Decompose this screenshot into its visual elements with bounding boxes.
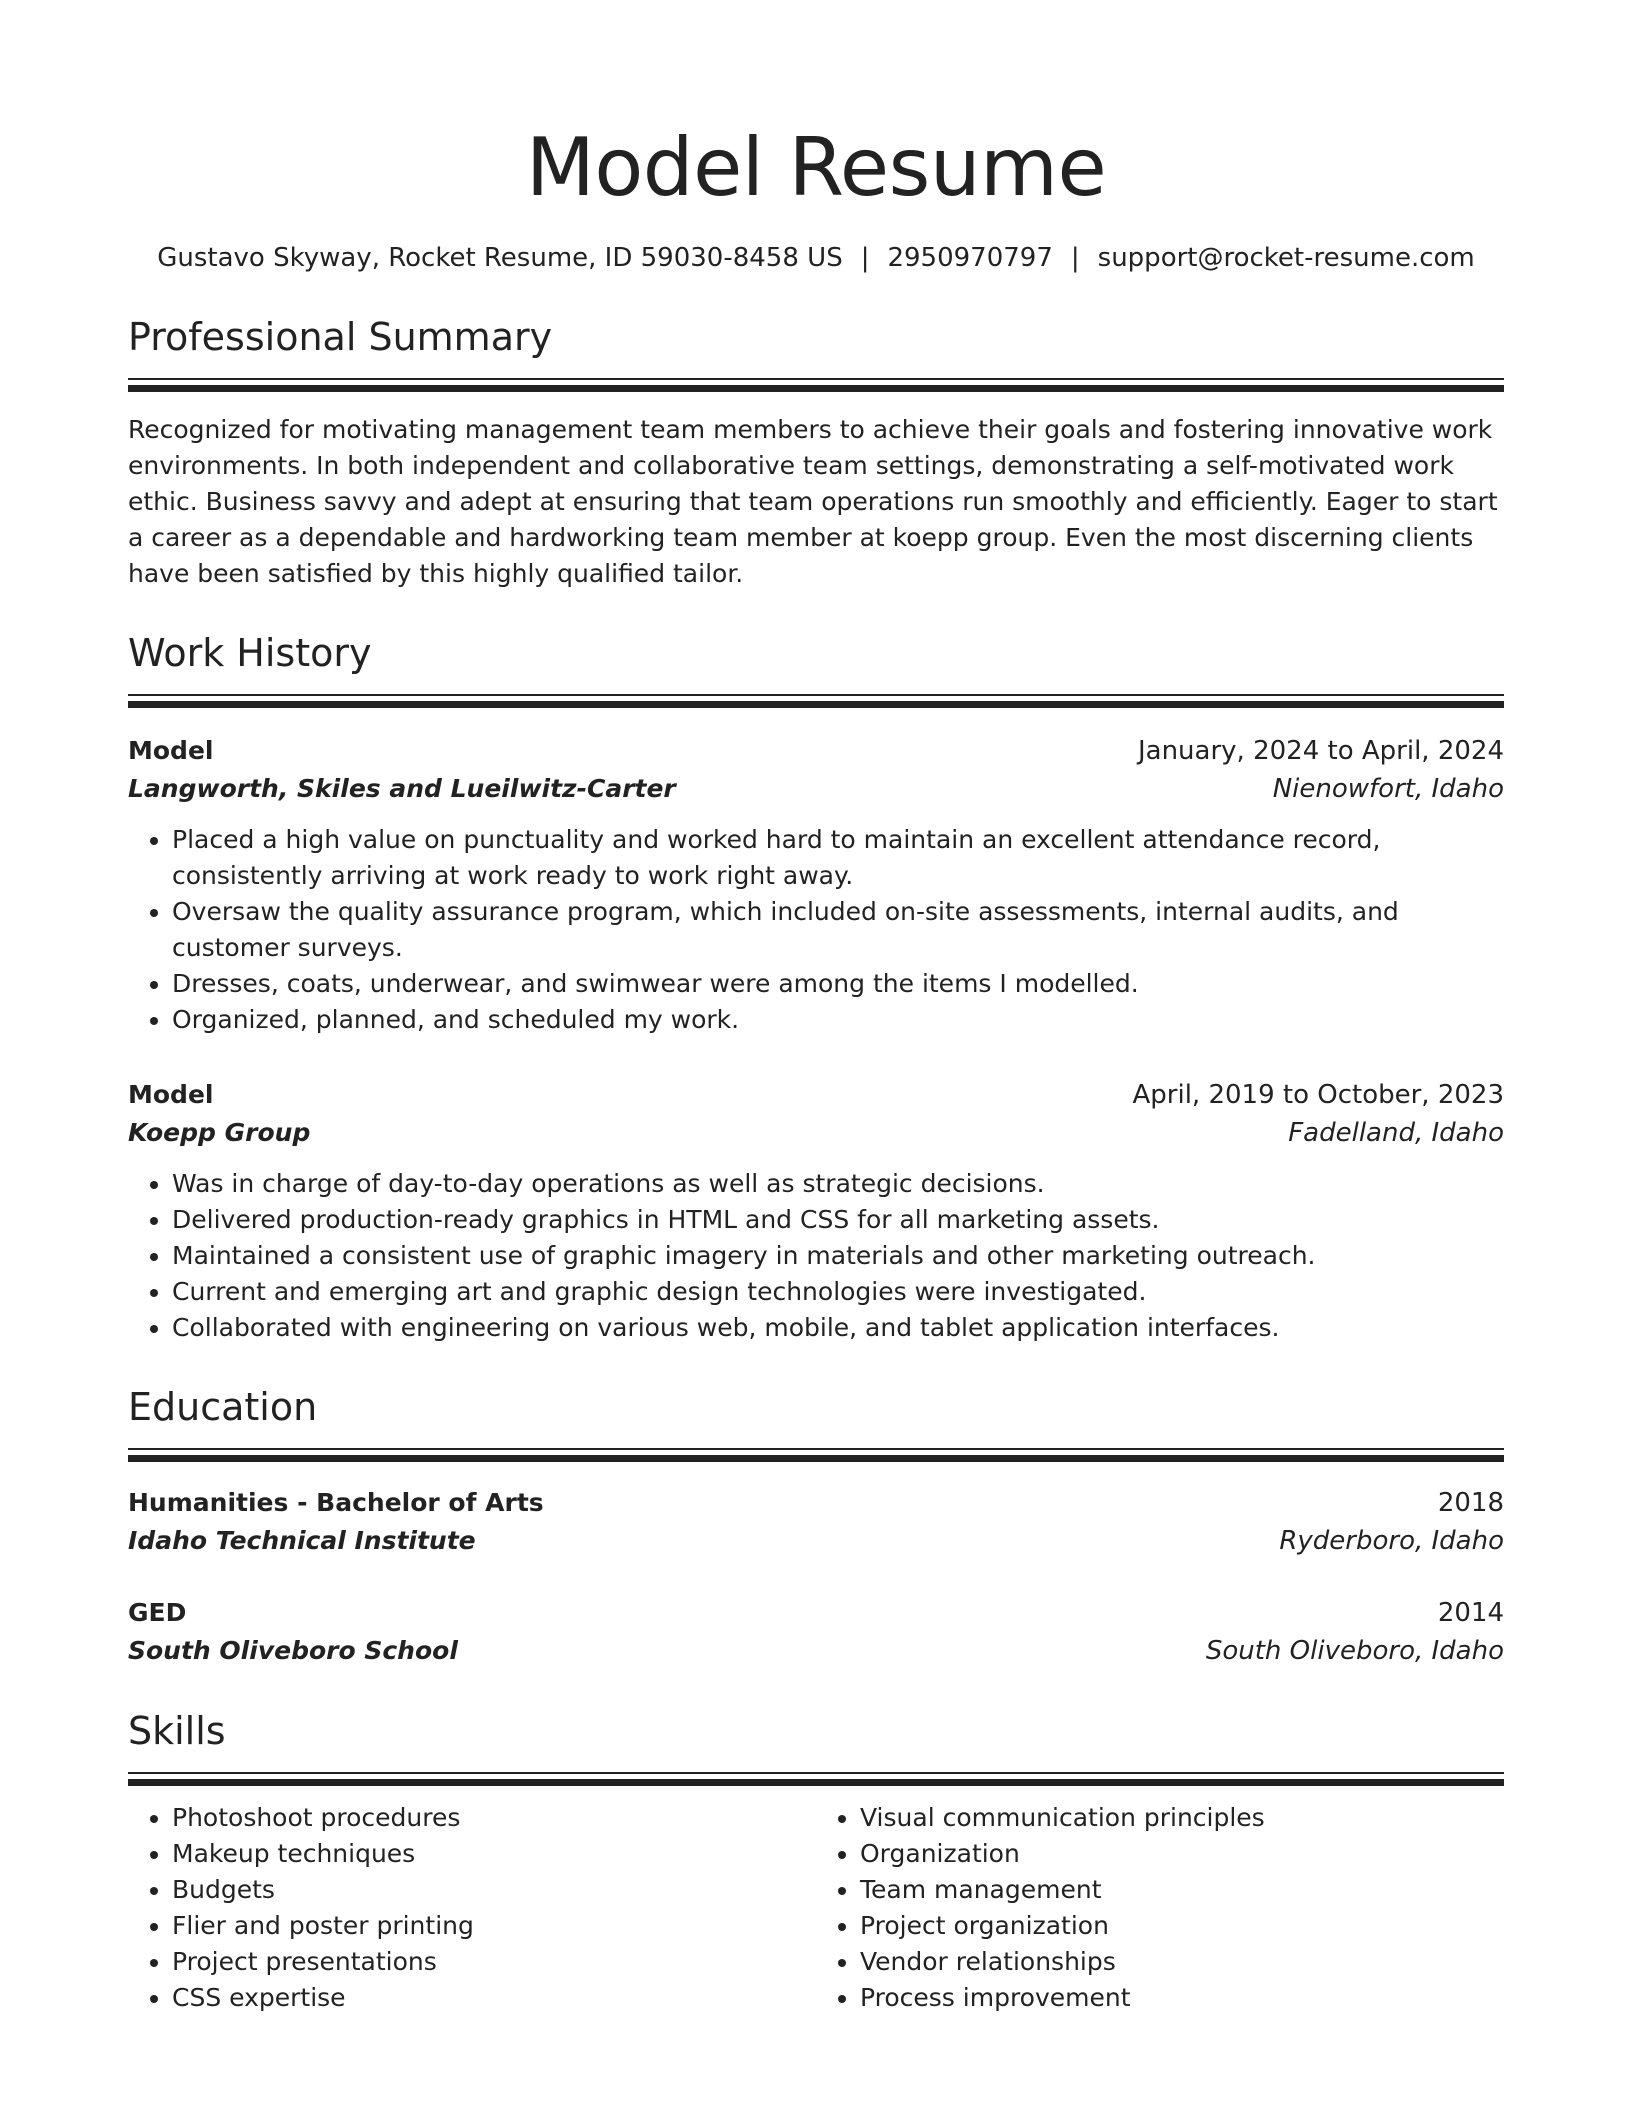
section-divider-thick: [128, 1455, 1504, 1462]
education-year: 2018: [1437, 1488, 1504, 1518]
section-title-summary: Professional Summary: [128, 315, 553, 359]
job-dates: January, 2024 to April, 2024: [1137, 736, 1504, 766]
job-bullet: • Maintained a consistent use of graphic imagery in materials and other marketing outreach.: [172, 1238, 1504, 1274]
skills-list-right: [816, 1800, 1504, 2016]
skill-item: • CSS expertise: [172, 1980, 816, 2016]
work-section: [128, 628, 1504, 1346]
section-title-skills: Skills: [128, 1709, 226, 1753]
section-divider-thick: [128, 385, 1504, 392]
education-school: South Oliveboro School: [128, 1636, 458, 1665]
education-location: Ryderboro, Idaho: [1279, 1526, 1504, 1556]
job-company-row: [128, 770, 1504, 808]
job-entry: [128, 732, 1504, 1038]
education-year: 2014: [1437, 1598, 1504, 1628]
job-header-row: [128, 732, 1504, 770]
skills-section: [128, 1706, 1504, 2016]
contact-separator: |: [1070, 243, 1080, 273]
skill-item: • Project presentations: [172, 1944, 816, 1980]
contact-line: [128, 240, 1504, 276]
section-divider: [128, 694, 1504, 696]
summary-section: [128, 312, 1504, 592]
education-header-row: [128, 1484, 1504, 1522]
education-school: Idaho Technical Institute: [128, 1526, 476, 1555]
job-bullet: • Dresses, coats, underwear, and swimwear were among the items I modelled.: [172, 966, 1504, 1002]
education-degree: GED: [128, 1598, 187, 1627]
job-bullets: [128, 1166, 1504, 1346]
resume-name: Model Resume: [525, 121, 1107, 214]
job-company-row: [128, 1114, 1504, 1152]
job-bullet: • Placed a high value on punctuality and worked hard to maintain an excellent attendance record, consistently arriving at work ready to work right away.: [172, 822, 1504, 894]
section-divider: [128, 1448, 1504, 1450]
contact-email: support@rocket-resume.com: [1097, 243, 1475, 273]
education-degree: Humanities - Bachelor of Arts: [128, 1488, 544, 1517]
education-entry: [128, 1594, 1504, 1670]
skills-list-left: [128, 1800, 816, 2016]
skill-item: • Project organization: [860, 1908, 1504, 1944]
skill-item: • Vendor relationships: [860, 1944, 1504, 1980]
job-bullet: • Collaborated with engineering on various web, mobile, and tablet application interfaces.: [172, 1310, 1504, 1346]
contact-phone: 2950970797: [887, 243, 1053, 273]
section-title-education: Education: [128, 1385, 318, 1429]
job-entry: [128, 1076, 1504, 1346]
education-header-row: [128, 1594, 1504, 1632]
section-divider-thick: [128, 1779, 1504, 1786]
summary-text: Recognized for motivating management team members to achieve their goals and fostering innovative work environments. In both independent and collaborative team settings, demonstrating a self-motivated work ethic. Business savvy and adept at ensuring that team operations run smoothly and efficiently. Eager to start a career as a dependable and hardworking team member at koepp group. Even the most discerning clients have been satisfied by this highly qualified tailor.: [128, 415, 1498, 588]
education-entry: [128, 1484, 1504, 1560]
education-location: South Oliveboro, Idaho: [1205, 1636, 1504, 1666]
job-bullet: • Oversaw the quality assurance program, which included on-site assessments, internal audits, and customer surveys.: [172, 894, 1504, 966]
section-divider: [128, 1772, 1504, 1774]
job-title: Model: [128, 1080, 214, 1109]
section-title-work: Work History: [128, 631, 372, 675]
section-divider: [128, 378, 1504, 380]
job-dates: April, 2019 to October, 2023: [1132, 1080, 1504, 1110]
job-location: Nienowfort, Idaho: [1272, 774, 1504, 804]
skill-item: • Flier and poster printing: [172, 1908, 816, 1944]
skill-item: • Makeup techniques: [172, 1836, 816, 1872]
job-bullets: [128, 822, 1504, 1038]
education-section: [128, 1382, 1504, 1670]
skill-item: • Process improvement: [860, 1980, 1504, 2016]
job-bullet: • Current and emerging art and graphic design technologies were investigated.: [172, 1274, 1504, 1310]
skill-item: • Team management: [860, 1872, 1504, 1908]
job-bullet: • Delivered production-ready graphics in HTML and CSS for all marketing assets.: [172, 1202, 1504, 1238]
skill-item: • Photoshoot procedures: [172, 1800, 816, 1836]
section-divider-thick: [128, 701, 1504, 708]
contact-address: Gustavo Skyway, Rocket Resume, ID 59030-8458 US: [157, 243, 843, 273]
job-bullet: • Was in charge of day-to-day operations as well as strategic decisions.: [172, 1166, 1504, 1202]
contact-separator: |: [860, 243, 870, 273]
education-school-row: [128, 1632, 1504, 1670]
skill-item: • Organization: [860, 1836, 1504, 1872]
education-school-row: [128, 1522, 1504, 1560]
job-bullet: • Organized, planned, and scheduled my work.: [172, 1002, 1504, 1038]
job-location: Fadelland, Idaho: [1288, 1118, 1504, 1148]
skill-item: • Budgets: [172, 1872, 816, 1908]
skill-item: • Visual communication principles: [860, 1800, 1504, 1836]
skills-columns: [128, 1800, 1504, 2016]
job-header-row: [128, 1076, 1504, 1114]
job-company: Koepp Group: [128, 1118, 311, 1147]
job-title: Model: [128, 736, 214, 765]
job-company: Langworth, Skiles and Lueilwitz-Carter: [128, 774, 676, 803]
